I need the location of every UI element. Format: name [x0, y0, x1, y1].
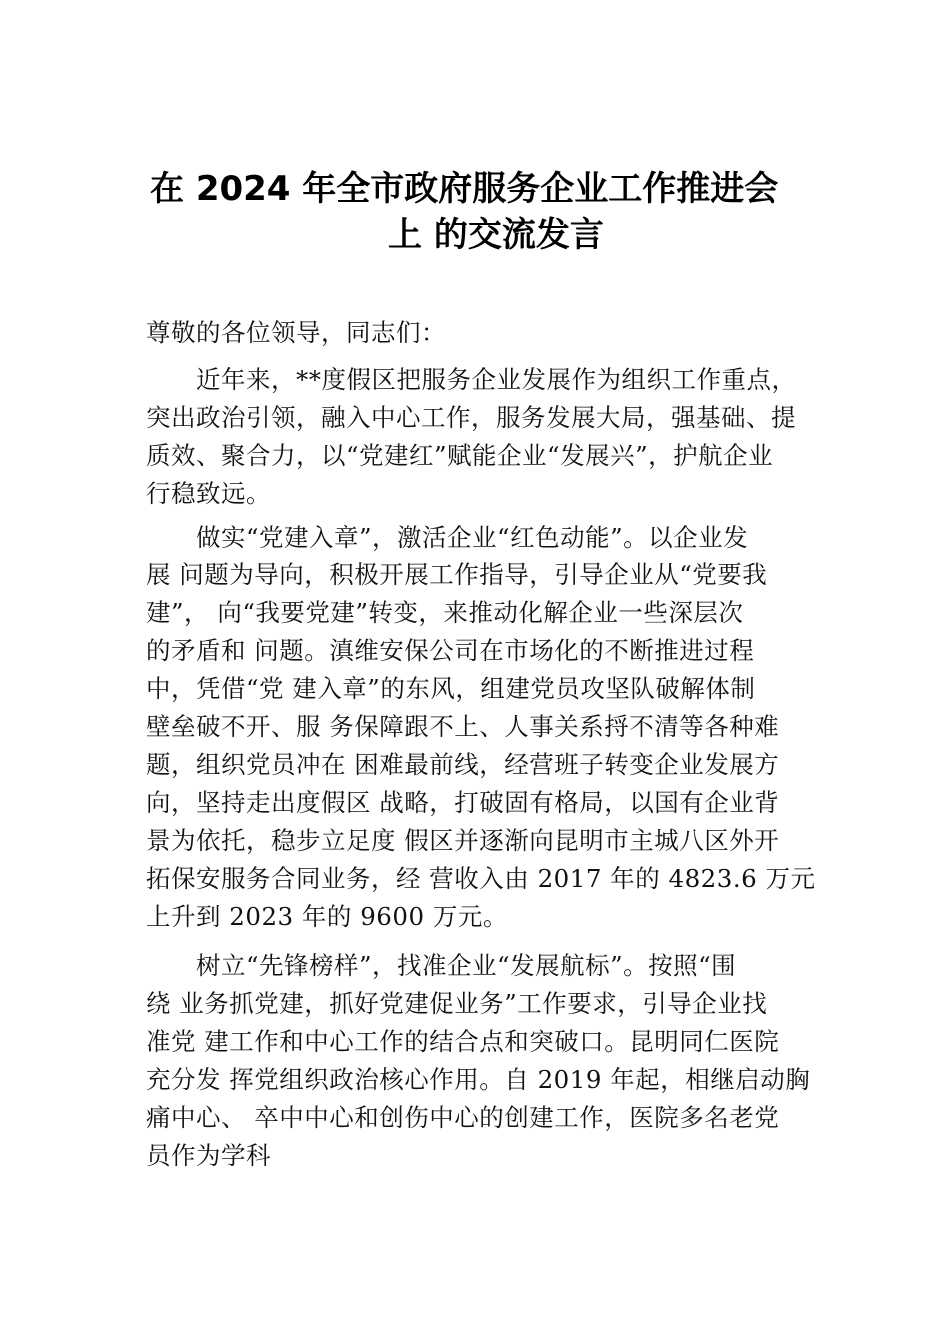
paragraph-2-line-5: 中，凭借“党 建入章”的东风，组建党员攻坚队破解体制 — [146, 674, 756, 703]
paragraph-2-line-7: 题，组织党员冲在 困难最前线，经营班子转变企业发展方 — [146, 750, 780, 779]
paragraph-3-line-5: 痛中心、 卒中中心和创伤中心的创建工作，医院多名老党 — [146, 1103, 780, 1132]
paragraph-1-line-1: 近年来，**度假区把服务企业发展作为组织工作重点， — [196, 365, 797, 394]
title-line-2: 上 的交流发言 — [388, 215, 604, 255]
paragraph-2-line-11: 上升到 2023 年的 9600 万元。 — [146, 902, 508, 931]
paragraph-3-line-6: 员作为学科 — [146, 1141, 271, 1170]
paragraph-3-line-3: 准党 建工作和中心工作的结合点和突破口。昆明同仁医院 — [146, 1027, 780, 1056]
paragraph-2-line-1: 做实“党建入章”，激活企业“红色动能”。以企业发 — [196, 523, 749, 552]
paragraph-2-line-6: 壁垒破不开、服 务保障跟不上、人事关系捋不清等各种难 — [146, 712, 780, 741]
paragraph-2-line-2: 展 问题为导向，积极开展工作指导，引导企业从“党要我 — [146, 560, 768, 589]
paragraph-2-line-9: 景为依托，稳步立足度 假区并逐渐向昆明市主城八区外开 — [146, 826, 780, 855]
paragraph-1-line-4: 行稳致远。 — [146, 479, 271, 508]
paragraph-3-line-1: 树立“先锋榜样”，找准企业“发展航标”。按照“围 — [196, 951, 737, 980]
greeting: 尊敬的各位领导，同志们： — [146, 318, 446, 347]
paragraph-1-line-2: 突出政治引领，融入中心工作，服务发展大局，强基础、提 — [146, 403, 796, 432]
paragraph-3-line-2: 绕 业务抓党建，抓好党建促业务”工作要求，引导企业找 — [146, 989, 768, 1018]
title-line-1: 在 2024 年全市政府服务企业工作推进会 — [150, 169, 779, 209]
paragraph-2-line-3: 建”， 向“我要党建”转变，来推动化解企业一些深层次 — [146, 598, 744, 627]
paragraph-3-line-4: 充分发 挥党组织政治核心作用。自 2019 年起，相继启动胸 — [146, 1065, 811, 1094]
paragraph-1-line-3: 质效、聚合力，以“党建红”赋能企业“发展兴”，护航企业 — [146, 441, 774, 470]
paragraph-2-line-8: 向，坚持走出度假区 战略，打破固有格局，以国有企业背 — [146, 788, 780, 817]
paragraph-2-line-4: 的矛盾和 问题。滇维安保公司在市场化的不断推进过程 — [146, 636, 755, 665]
paragraph-2-line-10: 拓保安服务合同业务，经 营收入由 2017 年的 4823.6 万元 — [146, 864, 816, 893]
